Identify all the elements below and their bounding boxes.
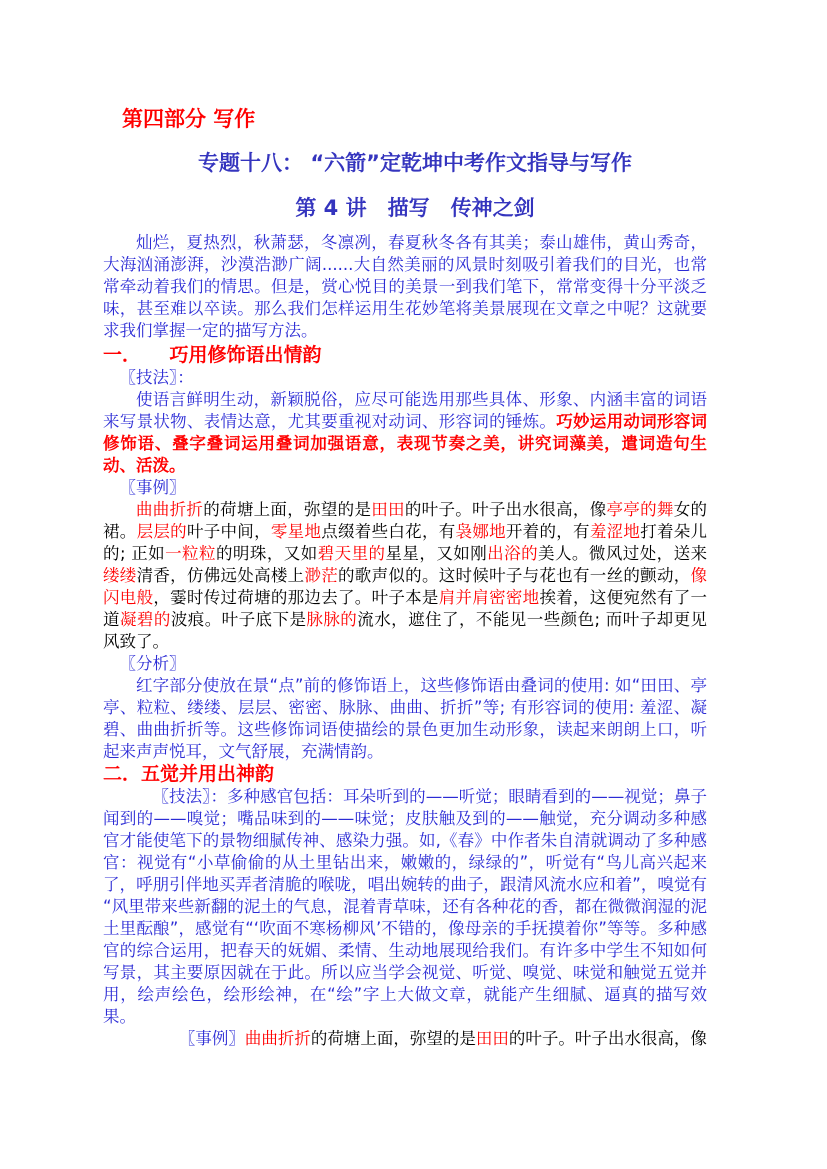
text-run: 肩并肩密密地	[438, 588, 540, 607]
text-run: 第四部分 写作	[122, 107, 256, 131]
text-run: 〖分析〗	[119, 654, 186, 673]
technique-paragraph-2	[103, 786, 707, 1028]
text-run: 星星，又如刚	[385, 544, 488, 563]
text-run: 田田	[475, 1029, 509, 1048]
technique-paragraph-1	[103, 389, 707, 477]
part-heading	[103, 106, 707, 132]
text-run: 〖事例〗	[178, 1029, 245, 1048]
text-run: 点缀着些白花，有	[321, 522, 456, 541]
text-run: 〖技法〗：多种感官包括：耳朵听到的——听觉；眼睛看到的——视觉；鼻子闻到的——嗅觉；嘴品味到的——味觉；皮肤触及到的——触觉，充分调动多种感官才能使笔下的景物细腻传神、感染力强。如,《春》中作者朱自清就调动了多种感官：视觉有“小草偷偷的从土里钻出来，嫩嫩的，绿绿的”，听觉有“鸟儿高兴起来了，呼朋引伴地买弄者清脆的喉咙，唱出婉转的曲子，跟清风流水应和着”，嗅觉有“风里带来些新翻的泥土的气息，混着青草味，还有各种花的香，都在微微润湿的泥土里酝酿”，感觉有“‘吹面不寒杨柳风’不错的，像母亲的手抚摸着你”等等。多种感官的综合运用，把春天的妩媚、柔情、生动地展现给我们。有许多中学生不知如何写景，其主要原因就在于此。所以应当学会视觉、听觉、嗅觉、味觉和触觉五觉并用，绘声绘色，绘形绘神，在“绘”字上大做文章，就能产生细腻、逼真的描写效果。	[103, 787, 707, 1026]
text-run: 挨着，这便宛然有了一道	[103, 588, 708, 629]
text-run: 缕缕	[103, 566, 137, 585]
text-run: 袅娜地	[455, 522, 506, 541]
text-run: 的叶子。叶子出水很高，像	[404, 500, 607, 519]
text-run: 的荷塘上面，弥望的是	[203, 500, 372, 519]
text-run: 红字部分使放在景“点”前的修饰语上，这些修饰语由叠词的使用: 如“田田、亭亭、粒粒、缕缕、层层、密密、脉脉、曲曲、折折”等; 有形容词的使用: 羞涩、凝碧、曲曲折折等。这些修饰词语使描绘的景色更加生动形象，读起来朗朗上口，听起来声声悦耳，文气舒展，充满情韵。	[103, 676, 707, 761]
text-run: 流水，遮住了，不能见一些颜色; 而叶子却更见风致了。	[103, 610, 708, 651]
example-paragraph-1	[103, 499, 707, 653]
text-run: 的叶子。叶子出水很高，像	[508, 1029, 707, 1048]
text-run: 羞涩地	[589, 522, 641, 541]
text-run: 曲曲折折	[136, 500, 204, 519]
example-label-1	[103, 477, 707, 499]
example-line-2	[103, 1028, 707, 1050]
text-run: 层层的	[136, 522, 187, 541]
text-run: 开着的，有	[505, 522, 590, 541]
text-run: 亭亭的舞	[606, 500, 674, 519]
text-run: 的歌声似的。这时候叶子与花也有一丝的颤动，	[338, 566, 691, 585]
text-run: 像闪电般	[103, 566, 708, 607]
text-run: 〖事例〗	[119, 478, 186, 497]
text-run: 的荷塘上面，弥望的是	[310, 1029, 476, 1048]
text-run: 田田	[371, 500, 405, 519]
text-run: 二．五觉并用出神韵	[103, 763, 275, 785]
analysis-label	[103, 653, 707, 675]
text-run: 女的裙。	[103, 500, 708, 541]
text-run: 出浴的	[487, 544, 539, 563]
intro-paragraph	[103, 232, 707, 342]
text-run: 灿烂，夏热烈，秋萧瑟，冬凛冽，春夏秋冬各有其美；泰山雄伟，黄山秀奇，大海汹涌澎湃，沙漠浩渺广阔......大自然美丽的风景时刻吸引着我们的目光，也常常牵动着我们的情思。但是，赏心悦目的美景一到我们笔下，常常变得十分平淡乏味，甚至难以卒读。那么我们怎样运用生花妙笔将美景展现在文章之中呢？这就要求我们掌握一定的描写方法。	[103, 233, 707, 340]
text-run: 的明珠，又如	[215, 544, 318, 563]
section-1-heading	[103, 344, 707, 367]
text-run: 清香，仿佛远处高楼上	[136, 566, 305, 585]
text-run: 巧妙运用动词形容词修饰语、叠字叠词运用叠词加强语意，表现节奏之美，讲究词藻美，遣词造句生动、活泼。	[103, 412, 708, 475]
text-run: 使语言鲜明生动，新颖脱俗，应尽可能选用那些具体、形象、内涵丰富的词语来写景状物、表情达意，尤其要重视对动词、形容词的锤炼。	[103, 390, 707, 431]
text-run: 打着朵儿的; 正如	[103, 522, 708, 563]
text-run: 专题十八： “六箭”定乾坤中考作文指导与写作	[198, 151, 632, 175]
text-run: 渺茫	[304, 566, 339, 585]
text-run: 脉脉的	[306, 610, 358, 629]
text-run: 波痕。叶子底下是	[170, 610, 307, 629]
text-run: 零星地	[270, 522, 322, 541]
text-run: 一． 巧用修饰语出情韵	[103, 344, 322, 366]
lecture-title	[103, 195, 707, 221]
text-run: 碧天里的	[317, 544, 386, 563]
document-content	[103, 106, 707, 1050]
text-run: 曲曲折折	[244, 1029, 311, 1048]
text-run: 〖技法〗：	[119, 368, 194, 387]
text-run: 一粒粒	[165, 544, 216, 563]
topic-title	[103, 150, 707, 176]
text-run: ，霎时传过荷塘的那边去了。叶子本是	[153, 588, 439, 607]
text-run: 叶子中间，	[186, 522, 271, 541]
text-run: 第 4 讲 描写 传神之剑	[295, 196, 535, 220]
text-run: 美人。微风过处，送来	[538, 544, 708, 563]
analysis-paragraph	[103, 675, 707, 763]
text-run: 凝碧的	[119, 610, 171, 629]
technique-label-1	[103, 367, 707, 389]
section-2-heading	[103, 763, 707, 786]
